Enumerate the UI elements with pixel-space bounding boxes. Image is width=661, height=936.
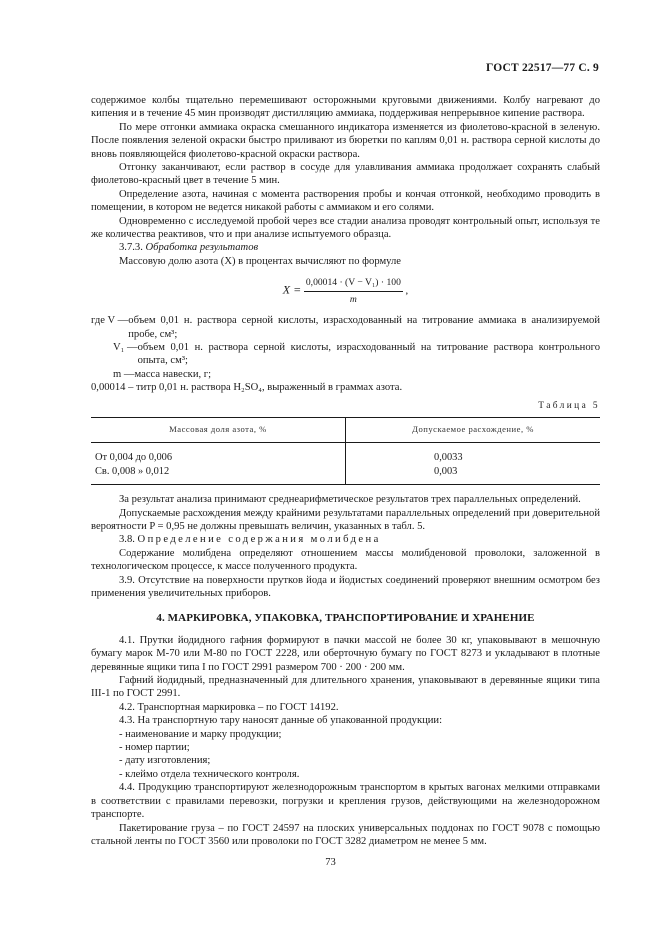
page-number: 73 xyxy=(325,857,336,868)
paragraph: По мере отгонки аммиака окраска смешанного индикатора изменяется из фиолетово-красной в зеленую. После появления зеленой окраски быстро приливают из бюретки по каплям 0,01 н. раствора серной кислоты до вновь появляющейся фиолетово-красной окраски раствора. xyxy=(91,121,600,160)
formula xyxy=(91,276,600,306)
paragraph: содержимое колбы тщательно перемешивают осторожными круговыми движениями. Колбу нагревают до кипения и в течение 45 мин производят дистилляцию аммиака, поддерживая непрерывное кипение раствора. xyxy=(91,95,600,120)
subsection-title: Обработка результатов xyxy=(145,242,259,254)
list-item: - номер партии; xyxy=(119,742,190,754)
paragraph: Определение азота, начиная с момента растворения пробы и кончая отгонкой, необходимо проводить в помещении, в котором не ведется никакой работы с аммиаком и его солями. xyxy=(91,188,600,214)
paragraph: Массовую долю азота (X) в процентах вычисляют по формуле xyxy=(119,255,401,267)
formula-trail: , xyxy=(405,285,409,297)
legend-text: объем 0,01 н. раствора серной кислоты, израсходованный на титрование раствора контрольного опыта, см³; xyxy=(137,341,600,367)
paragraph: 4.4. Продукцию транспортируют железнодорожным транспортом в крытых вагонах мелкими отправками в соответствии с правилами перевозки, погрузки и крепления грузов, действующими на железнодорожном транспорте. xyxy=(91,782,600,821)
paragraph: 3.9. Отсутствие на поверхности прутков йода и йодистых соединений проверяют внешним осмотром без применения увеличительных приборов. xyxy=(91,574,600,599)
formula-lhs: X = xyxy=(282,282,302,297)
table-cell: 0,0033 xyxy=(434,452,463,464)
table-header-cell: Допускаемое расхождение, % xyxy=(346,417,601,442)
paragraph: Содержание молибдена определяют отношением массы молибденовой проволоки, заложенной в технологическом процессе, к массе полученного продукта. xyxy=(91,547,600,573)
formula-numerator: 0,00014 · (V − V₁) · 100 xyxy=(304,276,403,291)
list-item: - наименование и марку продукции; xyxy=(119,728,282,740)
legend-item xyxy=(91,368,600,381)
document-body xyxy=(91,94,600,848)
paragraph: Пакетирование груза – по ГОСТ 24597 на плоских универсальных поддонах по ГОСТ 9078 с помощью стальной ленты по ГОСТ 3560 или проволоки по ГОСТ 3282 диаметром не менее 5 мм. xyxy=(91,822,600,847)
legend-text: объем 0,01 н. раствора серной кислоты, израсходованный на титрование аммиака в анализируемой пробе, см³; xyxy=(128,315,600,340)
table-row xyxy=(91,465,600,485)
table-cell: Св. 0,008 » 0,012 xyxy=(91,465,346,485)
legend-text: 0,00014 – титр 0,01 н. раствора H₂SO₄, выраженный в граммах азота. xyxy=(91,382,403,394)
legend-symbol: m — xyxy=(113,368,135,380)
paragraph: Отгонку заканчивают, если раствор в сосуде для улавливания аммиака продолжает сохранять слабый фиолетово-красный цвет в течение 5 мин. xyxy=(91,162,600,187)
data-list xyxy=(91,728,600,782)
table-row xyxy=(91,443,600,465)
table-cell: От 0,004 до 0,006 xyxy=(91,443,346,465)
subsection-number: 3.7.3. xyxy=(119,242,143,254)
subsection-heading xyxy=(91,533,600,546)
formula-fraction xyxy=(304,276,403,306)
table-caption: Таблица 5 xyxy=(538,400,600,411)
list-item: - дату изготовления; xyxy=(119,755,211,767)
paragraph: Одновременно с исследуемой пробой через все стадии анализа проводят контрольный опыт, используя те же количества реактивов, что и при анализе испытуемого образца. xyxy=(91,215,600,241)
formula-legend xyxy=(91,314,600,394)
paragraph: За результат анализа принимают среднеарифметическое результатов трех параллельных определений. xyxy=(119,494,581,506)
formula-denominator: m xyxy=(349,293,357,305)
subsection-number: 3.8. xyxy=(119,534,135,546)
paragraph: Гафний йодидный, предназначенный для длительного хранения, упаковывают в деревянные ящики типа III-1 по ГОСТ 2991. xyxy=(91,675,600,700)
legend-symbol: V₁ — xyxy=(113,341,138,353)
paragraph: Допускаемые расхождения между крайними результатами параллельных определений при доверительной вероятности P = 0,95 не должны превышать величин, указанных в табл. 5. xyxy=(91,507,600,532)
paragraph: 4.2. Транспортная маркировка – по ГОСТ 14192. xyxy=(119,701,339,713)
subsection-heading xyxy=(91,241,600,254)
subsection-title: Определение содержания молибдена xyxy=(137,534,381,546)
list-item: - клеймо отдела технического контроля. xyxy=(119,768,300,780)
legend-item xyxy=(91,314,600,341)
table-header-cell: Массовая доля азота, % xyxy=(91,417,346,442)
page-header: ГОСТ 22517—77 С. 9 xyxy=(486,62,599,74)
table-cell: 0,003 xyxy=(346,465,601,485)
legend-text: масса навески, г; xyxy=(134,368,212,380)
table-header-row xyxy=(91,417,600,442)
table-5 xyxy=(91,417,600,485)
legend-symbol: где V — xyxy=(91,315,129,327)
paragraph: 4.3. На транспортную тару наносят данные об упакованной продукции: xyxy=(119,715,443,727)
legend-item xyxy=(91,341,600,368)
section-title: 4. МАРКИРОВКА, УПАКОВКА, ТРАНСПОРТИРОВАНИЕ И ХРАНЕНИЕ xyxy=(156,612,535,625)
paragraph: 4.1. Прутки йодидного гафния формируют в пачки массой не более 30 кг, упаковывают в мешочную бумагу марок М-70 или М-80 по ГОСТ 2228, или оберточную бумагу по ГОСТ 8273 и укладывают в плотные деревянные ящики типа I по ГОСТ 2991 размером 700 · 200 · 200 мм. xyxy=(91,634,600,673)
legend-item xyxy=(91,381,600,394)
